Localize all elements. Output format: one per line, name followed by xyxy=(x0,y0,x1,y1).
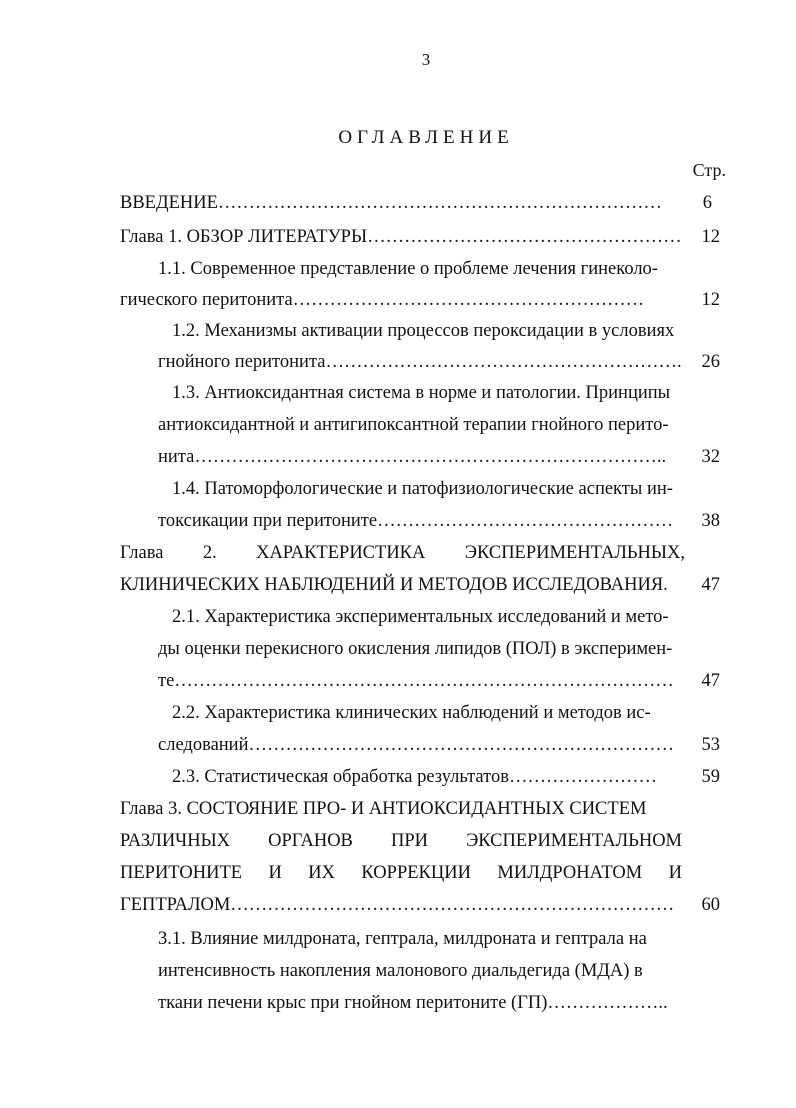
toc-line: Глава 2. ХАРАКТЕРИСТИКА ЭКСПЕРИМЕНТАЛЬНЫХ, xyxy=(120,543,685,563)
toc-line: антиоксидантной и антигипоксантной терапии гнойного перито- xyxy=(158,415,669,435)
toc-line: 1.1. Современное представление о проблеме лечения гинеколо- xyxy=(158,259,658,279)
toc-page: 6 xyxy=(702,193,712,213)
toc-line: гического перитонита………………………………………………… xyxy=(120,290,645,310)
toc-line: 2.3. Статистическая обработка результатов…………………… xyxy=(172,767,657,787)
toc-page: 38 xyxy=(701,511,720,531)
toc-line: следований…………………………………………………………… xyxy=(158,735,674,755)
toc-line: ткани печени крыс при гнойном перитоните (ГП)……………….. xyxy=(158,993,668,1013)
toc-line: токсикации при перитоните………………………………………… xyxy=(158,511,674,531)
toc-page: 12 xyxy=(701,227,720,247)
toc-page: 59 xyxy=(701,767,720,787)
toc-line: РАЗЛИЧНЫХ ОРГАНОВ ПРИ ЭКСПЕРИМЕНТАЛЬНОМ xyxy=(120,831,682,851)
toc-line: ПЕРИТОНИТЕ И ИХ КОРРЕКЦИИ МИЛДРОНАТОМ И xyxy=(120,863,682,883)
toc-page: 47 xyxy=(701,575,720,595)
toc-page: 53 xyxy=(701,735,720,755)
page-column-label: Стр. xyxy=(692,160,726,180)
toc-line: гнойного перитонита…………………………………………………. xyxy=(158,352,682,372)
toc-page: 26 xyxy=(701,352,720,372)
toc-line: Глава 1. ОБЗОР ЛИТЕРАТУРЫ…………………………………………… xyxy=(120,227,682,247)
toc-line: интенсивность накопления малонового диальдегида (МДА) в xyxy=(158,961,643,981)
toc-line: 2.2. Характеристика клинических наблюдений и методов ис- xyxy=(172,703,651,723)
toc-line: 2.1. Характеристика экспериментальных исследований и мето- xyxy=(172,607,669,627)
toc-line: 3.1. Влияние милдроната, гептрала, милдроната и гептрала на xyxy=(158,929,647,949)
toc-page: 60 xyxy=(701,895,720,915)
toc-line: Глава 3. СОСТОЯНИЕ ПРО- И АНТИОКСИДАНТНЫХ СИСТЕМ xyxy=(120,799,647,819)
toc-page: 47 xyxy=(701,671,720,691)
toc-line: ГЕПТРАЛОМ……………………………………………………………… xyxy=(120,895,675,915)
toc-line: те……………………………………………………………………… xyxy=(158,671,674,691)
toc-line: 1.3. Антиоксидантная система в норме и патологии. Принципы xyxy=(172,383,671,403)
page-number: 3 xyxy=(421,50,431,69)
toc-line: КЛИНИЧЕСКИХ НАБЛЮДЕНИЙ И МЕТОДОВ ИССЛЕДОВАНИЯ. xyxy=(120,575,668,595)
toc-page: 12 xyxy=(701,290,720,310)
toc-page: 32 xyxy=(701,447,720,467)
toc-line: 1.4. Патоморфологические и патофизиологические аспекты ин- xyxy=(172,479,673,499)
document-title: ОГЛАВЛЕНИЕ xyxy=(338,127,514,148)
toc-line: ВВЕДЕНИЕ……………………………………………………………… xyxy=(120,193,662,213)
toc-line: ды оценки перекисного окисления липидов (ПОЛ) в эксперимен- xyxy=(158,639,673,659)
toc-line: нита………………………………………………………………….. xyxy=(158,447,667,467)
toc-line: 1.2. Механизмы активации процессов пероксидации в условиях xyxy=(172,321,675,341)
